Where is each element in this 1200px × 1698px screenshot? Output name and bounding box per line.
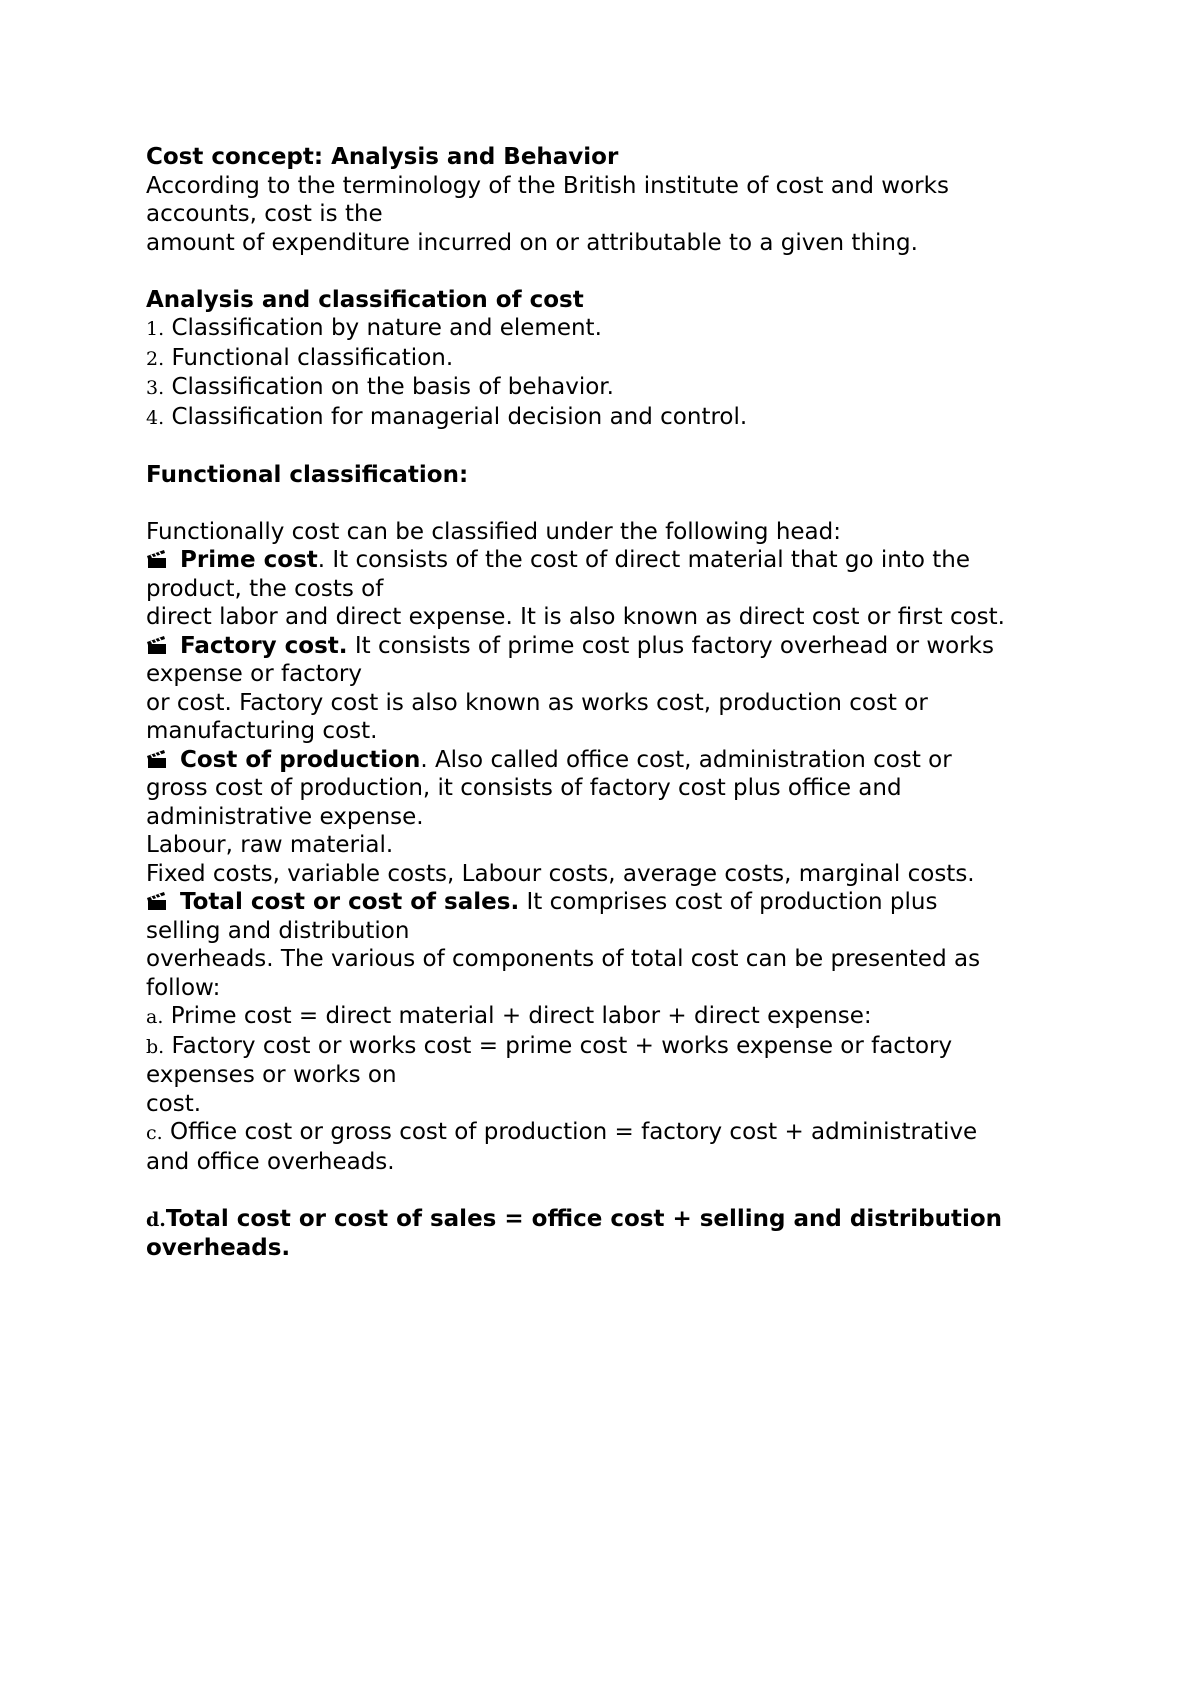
functional-heading: Functional classification: bbox=[146, 461, 469, 488]
intro-line-1: According to the terminology of the British institute of cost and works bbox=[146, 172, 949, 199]
functional-lead: Functionally cost can be classified under the following head: bbox=[146, 518, 841, 545]
analysis-heading: Analysis and classification of cost bbox=[146, 286, 584, 313]
factory-cost-term: Factory cost. bbox=[180, 632, 348, 659]
formula-c bbox=[146, 1118, 1086, 1148]
list-text: Classification by nature and element. bbox=[171, 315, 602, 341]
total-cost-term: Total cost or cost of sales. bbox=[180, 889, 520, 915]
total-cost-line-2: selling and distribution bbox=[146, 917, 410, 944]
formula-text: Total cost or cost of sales = office cost + selling and distribution bbox=[165, 1205, 1003, 1232]
document-title: Cost concept: Analysis and Behavior bbox=[146, 144, 619, 170]
document-page bbox=[146, 143, 1086, 1263]
cost-of-production-desc: . Also called office cost, administration cost or bbox=[420, 746, 952, 773]
formula-letter: c. bbox=[146, 1122, 163, 1144]
formula-d-line-2: overheads. bbox=[146, 1235, 291, 1261]
list-text: Classification for managerial decision and control. bbox=[171, 403, 748, 430]
cost-of-production-line-4: Labour, raw material. bbox=[146, 832, 394, 858]
formula-text: Prime cost = direct material + direct labor + direct expense: bbox=[170, 1003, 872, 1029]
formula-letter: a. bbox=[146, 1006, 164, 1028]
formula-b-line-3: cost. bbox=[146, 1090, 202, 1117]
cost-of-production-line-2: gross cost of production, it consists of factory cost plus office and bbox=[146, 775, 902, 801]
formula-letter: b. bbox=[146, 1035, 165, 1058]
list-text: Functional classification. bbox=[171, 344, 454, 371]
list-text: Classification on the basis of behavior. bbox=[171, 374, 614, 400]
total-cost-line-3: overheads. The various of components of total cost can be presented as bbox=[146, 946, 981, 972]
cost-of-production-line-3: administrative expense. bbox=[146, 803, 424, 830]
formula-text: Factory cost or works cost = prime cost + works expense or factory bbox=[171, 1032, 953, 1059]
formula-b bbox=[146, 1032, 1086, 1062]
prime-cost-desc: . It consists of the cost of direct material that go into the bbox=[317, 547, 971, 573]
list-number: 2. bbox=[146, 347, 165, 370]
spacer bbox=[146, 489, 1086, 518]
formula-b-line-2: expenses or works on bbox=[146, 1062, 397, 1088]
total-cost-desc: It comprises cost of production plus bbox=[519, 889, 938, 915]
list-number: 3. bbox=[146, 377, 165, 399]
factory-cost-line-3: or cost. Factory cost is also known as works cost, production cost or bbox=[146, 689, 928, 716]
factory-cost-line bbox=[146, 632, 1086, 661]
formula-text: Office cost or gross cost of production = factory cost + administrative bbox=[170, 1119, 978, 1145]
formula-a bbox=[146, 1002, 1086, 1032]
list-item bbox=[146, 344, 1086, 374]
list-number: 1. bbox=[146, 318, 165, 340]
list-item bbox=[146, 373, 1086, 403]
cost-of-production-line-5: Fixed costs, variable costs, Labour costs, average costs, marginal costs. bbox=[146, 860, 975, 887]
spacer bbox=[146, 1176, 1086, 1205]
cost-of-production-line bbox=[146, 746, 1086, 775]
list-item bbox=[146, 314, 1086, 344]
prime-cost-term: Prime cost bbox=[180, 547, 318, 573]
list-item bbox=[146, 403, 1086, 433]
factory-cost-line-4: manufacturing cost. bbox=[146, 718, 378, 744]
prime-cost-line-3: direct labor and direct expense. It is also known as direct cost or first cost. bbox=[146, 604, 1005, 630]
list-number: 4. bbox=[146, 406, 165, 429]
intro-line-2: accounts, cost is the bbox=[146, 201, 383, 227]
formula-letter: d. bbox=[146, 1208, 166, 1231]
cost-of-production-term: Cost of production bbox=[180, 746, 421, 773]
intro-line-3: amount of expenditure incurred on or attributable to a given thing. bbox=[146, 229, 918, 256]
formula-d bbox=[146, 1205, 1086, 1235]
factory-cost-desc: It consists of prime cost plus factory overhead or works bbox=[347, 632, 994, 659]
prime-cost-line-2: product, the costs of bbox=[146, 575, 384, 602]
spacer bbox=[146, 432, 1086, 461]
spacer bbox=[146, 257, 1086, 286]
total-cost-line-4: follow: bbox=[146, 974, 221, 1001]
factory-cost-line-2: expense or factory bbox=[146, 661, 362, 687]
prime-cost-line bbox=[146, 546, 1086, 575]
formula-c-line-2: and office overheads. bbox=[146, 1148, 395, 1175]
total-cost-line bbox=[146, 888, 1086, 917]
